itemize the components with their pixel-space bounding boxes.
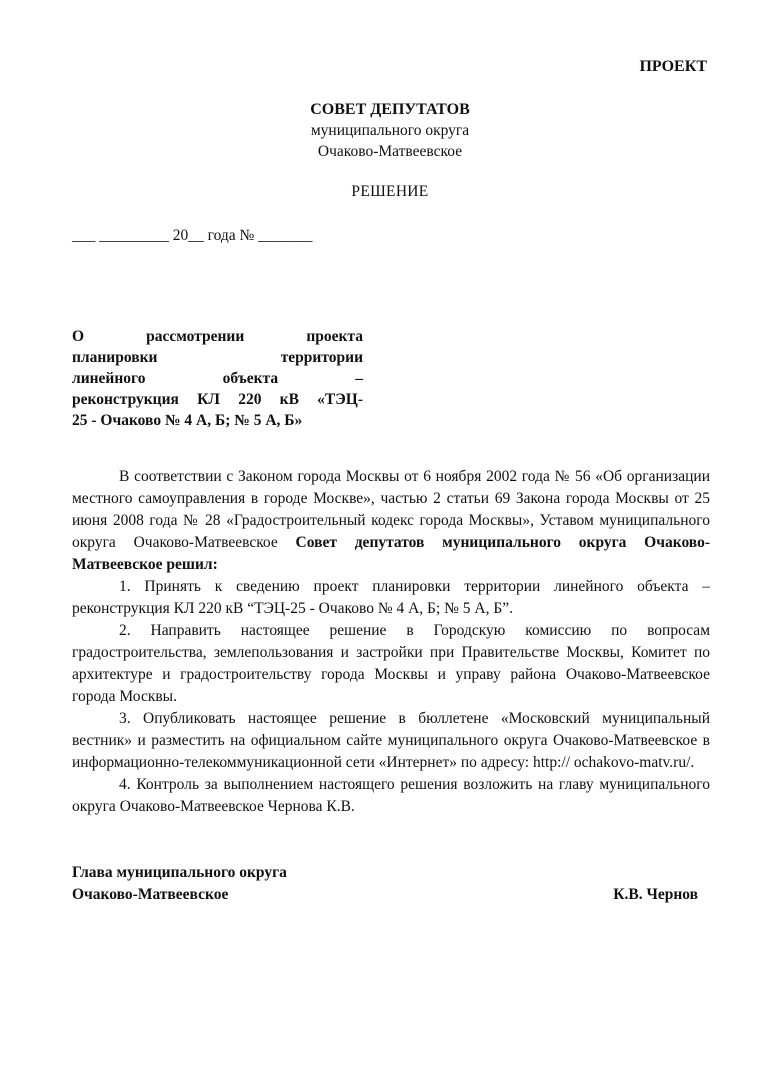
project-stamp: ПРОЕКТ — [639, 58, 707, 75]
decision-title: РЕШЕНИЕ — [351, 183, 429, 200]
document-header — [0, 99, 763, 162]
organization-subtitle-line-2: Очаково-Матвеевское — [317, 143, 463, 160]
signature-block — [72, 862, 712, 906]
decision-item-4: 4. Контроль за выполнением настоящего решения возложить на главу муниципального округа Очаково-Матвеевское Чернова К.В. — [72, 776, 710, 815]
decision-item-1: 1. Принять к сведению проект планировки территории линейного объекта – реконструкция КЛ 220 кВ “ТЭЦ-25 - Очаково № 4 А, Б; № 5 А, Б”. — [72, 578, 710, 617]
date-and-number-line: ___ _________ 20__ года № _______ — [72, 227, 313, 244]
organization-name: СОВЕТ ДЕПУТАТОВ — [310, 101, 470, 118]
decision-body — [72, 466, 710, 818]
signatory-title-line-2: Очаково-Матвеевское — [72, 886, 229, 903]
decision-item-2: 2. Направить настоящее решение в Городскую комиссию по вопросам градостроительства, землепользования и застройки при Правительстве Москвы, Комитет по архитектуре и градостроительству города Москвы и управу района Очаково-Матвеевское города Москвы. — [72, 622, 710, 705]
subject-line: 25 - Очаково № 4 А, Б; № 5 А, Б» — [72, 412, 303, 429]
preamble-text: В соответствии с Законом города Москвы от 6 ноября 2002 года № 56 «Об организации местного самоуправления в городе Москве», частью 2 статьи 69 Закона города Москвы от 25 июня 2008 года № 28 «Градостроительный кодекс города Москвы», Уставом муниципального округа Очаково-Матвеевское — [72, 468, 710, 551]
signatory-name: К.В. Чернов — [613, 886, 698, 903]
signatory-title-line-1: Глава муниципального округа — [72, 864, 287, 881]
decision-item-3: 3. Опубликовать настоящее решение в бюллетене «Московский муниципальный вестник» и разместить на официальном сайте муниципального округа Очаково-Матвеевское в информационно-телекоммуникационной сети «Интернет» по адресу: http:// ochakovo-matv.ru/. — [72, 710, 710, 771]
subject-line: линейного объекта – — [72, 370, 363, 387]
preamble-paragraph — [72, 466, 710, 576]
subject-line: планировки территории — [72, 349, 363, 366]
organization-subtitle-line-1: муниципального округа — [310, 122, 470, 139]
subject-line: реконструкция КЛ 220 кВ «ТЭЦ- — [72, 391, 363, 408]
preamble-resolution: Совет депутатов муниципального округа Очаково-Матвеевское решил: — [72, 534, 710, 573]
decision-subject — [72, 326, 363, 431]
subject-line: О рассмотрении проекта — [72, 328, 363, 345]
